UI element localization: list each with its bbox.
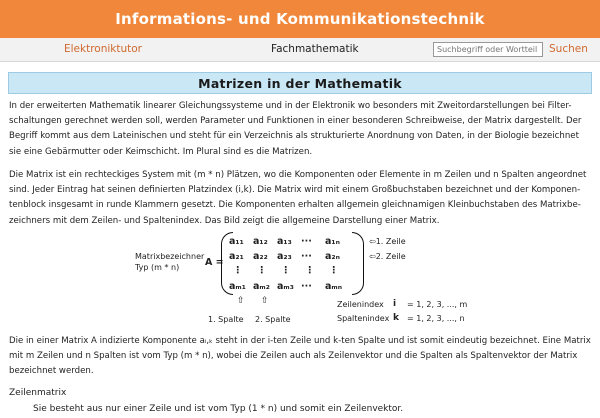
matrix-element: a₁₂ (253, 236, 268, 247)
search-button[interactable]: Suchen (549, 43, 588, 55)
page-title-text: Matrizen in der Mathematik (198, 75, 402, 91)
up-arrow-icon: ⇧ (237, 296, 245, 306)
page-title (8, 72, 592, 94)
spaltenindex-values: = 1, 2, 3, ..., n (407, 314, 465, 323)
label-zeile-2: ⇦2. Zeile (369, 252, 406, 261)
matrix-element: a₁₁ (229, 236, 244, 247)
matrix-element: a₂₁ (229, 251, 244, 262)
label-typ: Typ (m * n) (135, 263, 180, 272)
right-parenthesis (352, 232, 364, 295)
label-spalte-2: 2. Spalte (255, 315, 291, 324)
matrix-element: aₘ₃ (277, 281, 294, 292)
nav-current-fachmathematik[interactable]: Fachmathematik (271, 43, 359, 55)
matrix-element: aₘ₁ (229, 281, 246, 292)
matrix-element: a₁ₙ (325, 236, 340, 247)
spaltenindex-var: k (393, 313, 399, 323)
nav-link-elektroniktutor[interactable]: Elektroniktutor (64, 43, 143, 55)
matrix-element: a₂ₙ (325, 251, 340, 262)
section-heading-zeilenmatrix: Zeilenmatrix (9, 388, 67, 398)
label-matrixbezeichner: Matrixbezeichner (135, 252, 205, 261)
matrix-name: A = (205, 257, 224, 268)
label-spalte-1: 1. Spalte (208, 315, 244, 324)
matrix-element: aₘ₂ (253, 281, 270, 292)
matrix-element: aₘₙ (325, 281, 343, 292)
matrix-element: ··· (301, 236, 312, 247)
site-title: Informations- und Kommunikationstechnik (115, 10, 485, 28)
label-spaltenindex: Spaltenindex (337, 314, 390, 323)
zeilenindex-var: i (393, 299, 397, 309)
label-zeile-1: ⇦1. Zeile (369, 237, 406, 246)
matrix-element: ⋮ (281, 265, 291, 276)
matrix-index-paragraph: Die in einer Matrix A indizierte Komponente aᵢ,ₖ steht in der i-ten Zeile und k-ten Spalte und ist somit eindeutig bezeichnet. Eine Matrix mit m Zeilen und n Spalten ist vom Typ (m * n), wobei die Zeilen auch als Zeilenvektor und die Spalten als Spaltenvektor der Matrix bezeichnet werden. (9, 336, 591, 377)
matrix-figure (135, 232, 480, 327)
matrix-element: ··· (301, 251, 312, 262)
zeilenindex-values: = 1, 2, 3, ..., m (407, 300, 468, 309)
search-input[interactable] (433, 42, 543, 57)
label-zeilenindex: Zeilenindex (337, 300, 384, 309)
matrix-element: ··· (301, 281, 312, 292)
site-banner (0, 0, 600, 38)
intro-paragraph: In der erweiterten Mathematik linearer Gleichungssysteme und in der Elektronik wo besonders mit Zweitordarstellungen bei Filter-schaltungen gerechnet werden soll, werden Parameter und Funktionen in einer besonderen Schreibweise, der Matrix dargestellt. Der Begriff kommt aus dem Lateinischen und steht für ein Verzeichnis als strukturierte Anordnung von Daten, in der Biologie bezeichnet sie eine Gebärmutter oder Keimschicht. Im Plural sind es die Matrizen. (9, 101, 582, 157)
matrix-element: ⋮ (233, 265, 243, 276)
matrix-element: ⋮ (329, 265, 339, 276)
matrix-element: a₁₃ (277, 236, 292, 247)
matrix-element: a₂₃ (277, 251, 292, 262)
nav-bar (0, 38, 600, 62)
matrix-element: ⋮ (257, 265, 267, 276)
section-text-zeilenmatrix: Sie besteht aus nur einer Zeile und ist vom Typ (1 * n) und somit ein Zeilenvektor. (33, 404, 404, 414)
matrix-definition-paragraph: Die Matrix ist ein rechteckiges System mit (m * n) Plätzen, wo die Komponenten oder Elemente in m Zeilen und n Spalten angeordnet sind. Jeder Eintrag hat seinen definierten Platzindex (i,k). Die Matrix wird mit einem Großbuchstaben bezeichnet und der Komponen-tenblock insgesamt in runde Klammern gesetzt. Die Komponenten erhalten allgemein gleichnamigen Kleinbuchstaben des Matrixbe-zeichners mit dem Zeilen- und Spaltenindex. Das Bild zeigt die allgemeine Darstellung einer Matrix. (9, 170, 587, 226)
up-arrow-icon: ⇧ (261, 296, 269, 306)
matrix-element: ⋮ (305, 265, 315, 276)
matrix-element: a₂₂ (253, 251, 268, 262)
